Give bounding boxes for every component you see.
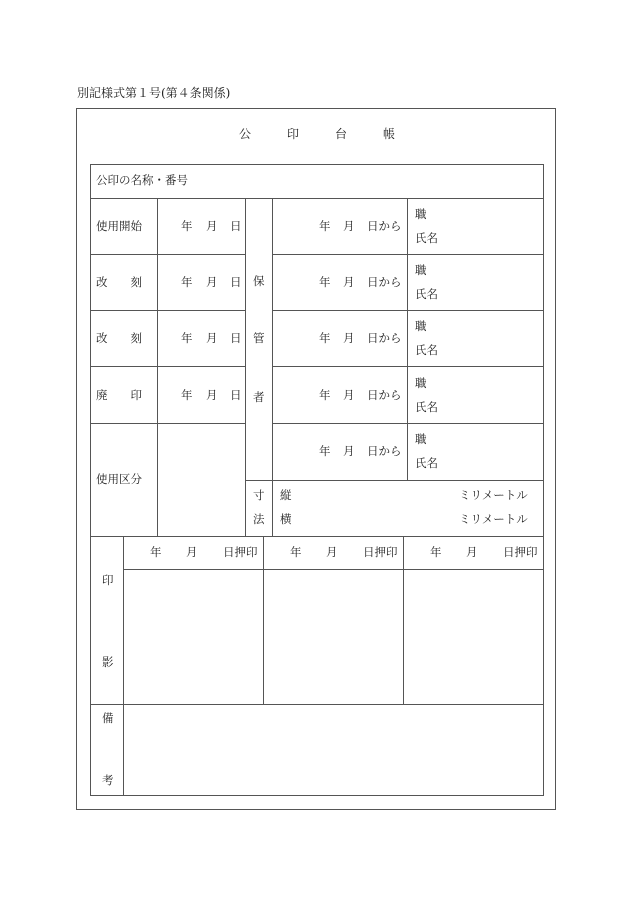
date-month: 月	[343, 275, 355, 289]
date-from: 日から	[367, 388, 402, 402]
date-from: 日から	[367, 219, 402, 233]
title-char: 台	[335, 127, 348, 141]
custodian-label-char: 管	[253, 331, 265, 345]
imprint-date-suffix: 日押印	[363, 545, 398, 559]
remarks-label-char: 考	[102, 773, 114, 787]
row-label-start: 使用開始	[96, 219, 142, 233]
custodian-label-char: 者	[253, 390, 265, 404]
date-day: 日	[230, 331, 242, 345]
date-year: 年	[319, 388, 331, 402]
person-name-label: 氏名	[415, 287, 438, 301]
date-month: 月	[343, 388, 355, 402]
date-month: 月	[326, 545, 338, 559]
seal-name-label: 公印の名称・番号	[96, 173, 188, 187]
date-month: 月	[186, 545, 198, 559]
date-day: 日	[230, 219, 242, 233]
date-month: 月	[206, 219, 218, 233]
size-label-char: 寸	[253, 488, 265, 502]
date-year: 年	[319, 275, 331, 289]
date-year: 年	[319, 444, 331, 458]
remarks-label-char: 備	[102, 711, 114, 725]
person-name-label: 氏名	[415, 400, 438, 414]
person-name-label: 氏名	[415, 231, 438, 245]
row-label-kaikoku: 改 刻	[96, 331, 142, 345]
size-vertical-label: 縦	[280, 488, 292, 502]
job-title-label: 職	[415, 432, 427, 446]
date-month: 月	[343, 219, 355, 233]
form-number: 別記様式第１号(第４条関係)	[77, 86, 231, 100]
job-title-label: 職	[415, 376, 427, 390]
date-year: 年	[181, 275, 193, 289]
size-unit: ミリメートル	[459, 488, 528, 502]
date-from: 日から	[367, 275, 402, 289]
date-month: 月	[343, 444, 355, 458]
date-year: 年	[430, 545, 442, 559]
date-month: 月	[343, 331, 355, 345]
imprint-date-suffix: 日押印	[503, 545, 538, 559]
date-year: 年	[181, 331, 193, 345]
person-name-label: 氏名	[415, 343, 438, 357]
job-title-label: 職	[415, 263, 427, 277]
date-month: 月	[466, 545, 478, 559]
date-year: 年	[319, 219, 331, 233]
size-unit: ミリメートル	[459, 512, 528, 526]
imprint-date-suffix: 日押印	[223, 545, 258, 559]
date-year: 年	[319, 331, 331, 345]
date-year: 年	[181, 388, 193, 402]
size-horizontal-label: 横	[280, 512, 292, 526]
date-from: 日から	[367, 444, 402, 458]
date-day: 日	[230, 275, 242, 289]
title-char: 印	[287, 127, 300, 141]
date-month: 月	[206, 331, 218, 345]
date-year: 年	[290, 545, 302, 559]
custodian-label-char: 保	[253, 274, 265, 288]
date-year: 年	[181, 219, 193, 233]
job-title-label: 職	[415, 319, 427, 333]
date-month: 月	[206, 275, 218, 289]
title-char: 帳	[383, 127, 396, 141]
row-label-haiin: 廃 印	[96, 388, 142, 402]
date-year: 年	[150, 545, 162, 559]
row-label-kubun: 使用区分	[96, 472, 142, 486]
date-day: 日	[230, 388, 242, 402]
imprint-label-char: 印	[102, 573, 114, 587]
person-name-label: 氏名	[415, 456, 438, 470]
imprint-label-char: 影	[102, 655, 114, 669]
date-from: 日から	[367, 331, 402, 345]
size-label-char: 法	[253, 512, 265, 526]
job-title-label: 職	[415, 207, 427, 221]
row-label-kaikoku: 改 刻	[96, 275, 142, 289]
title-char: 公	[239, 127, 252, 141]
date-month: 月	[206, 388, 218, 402]
